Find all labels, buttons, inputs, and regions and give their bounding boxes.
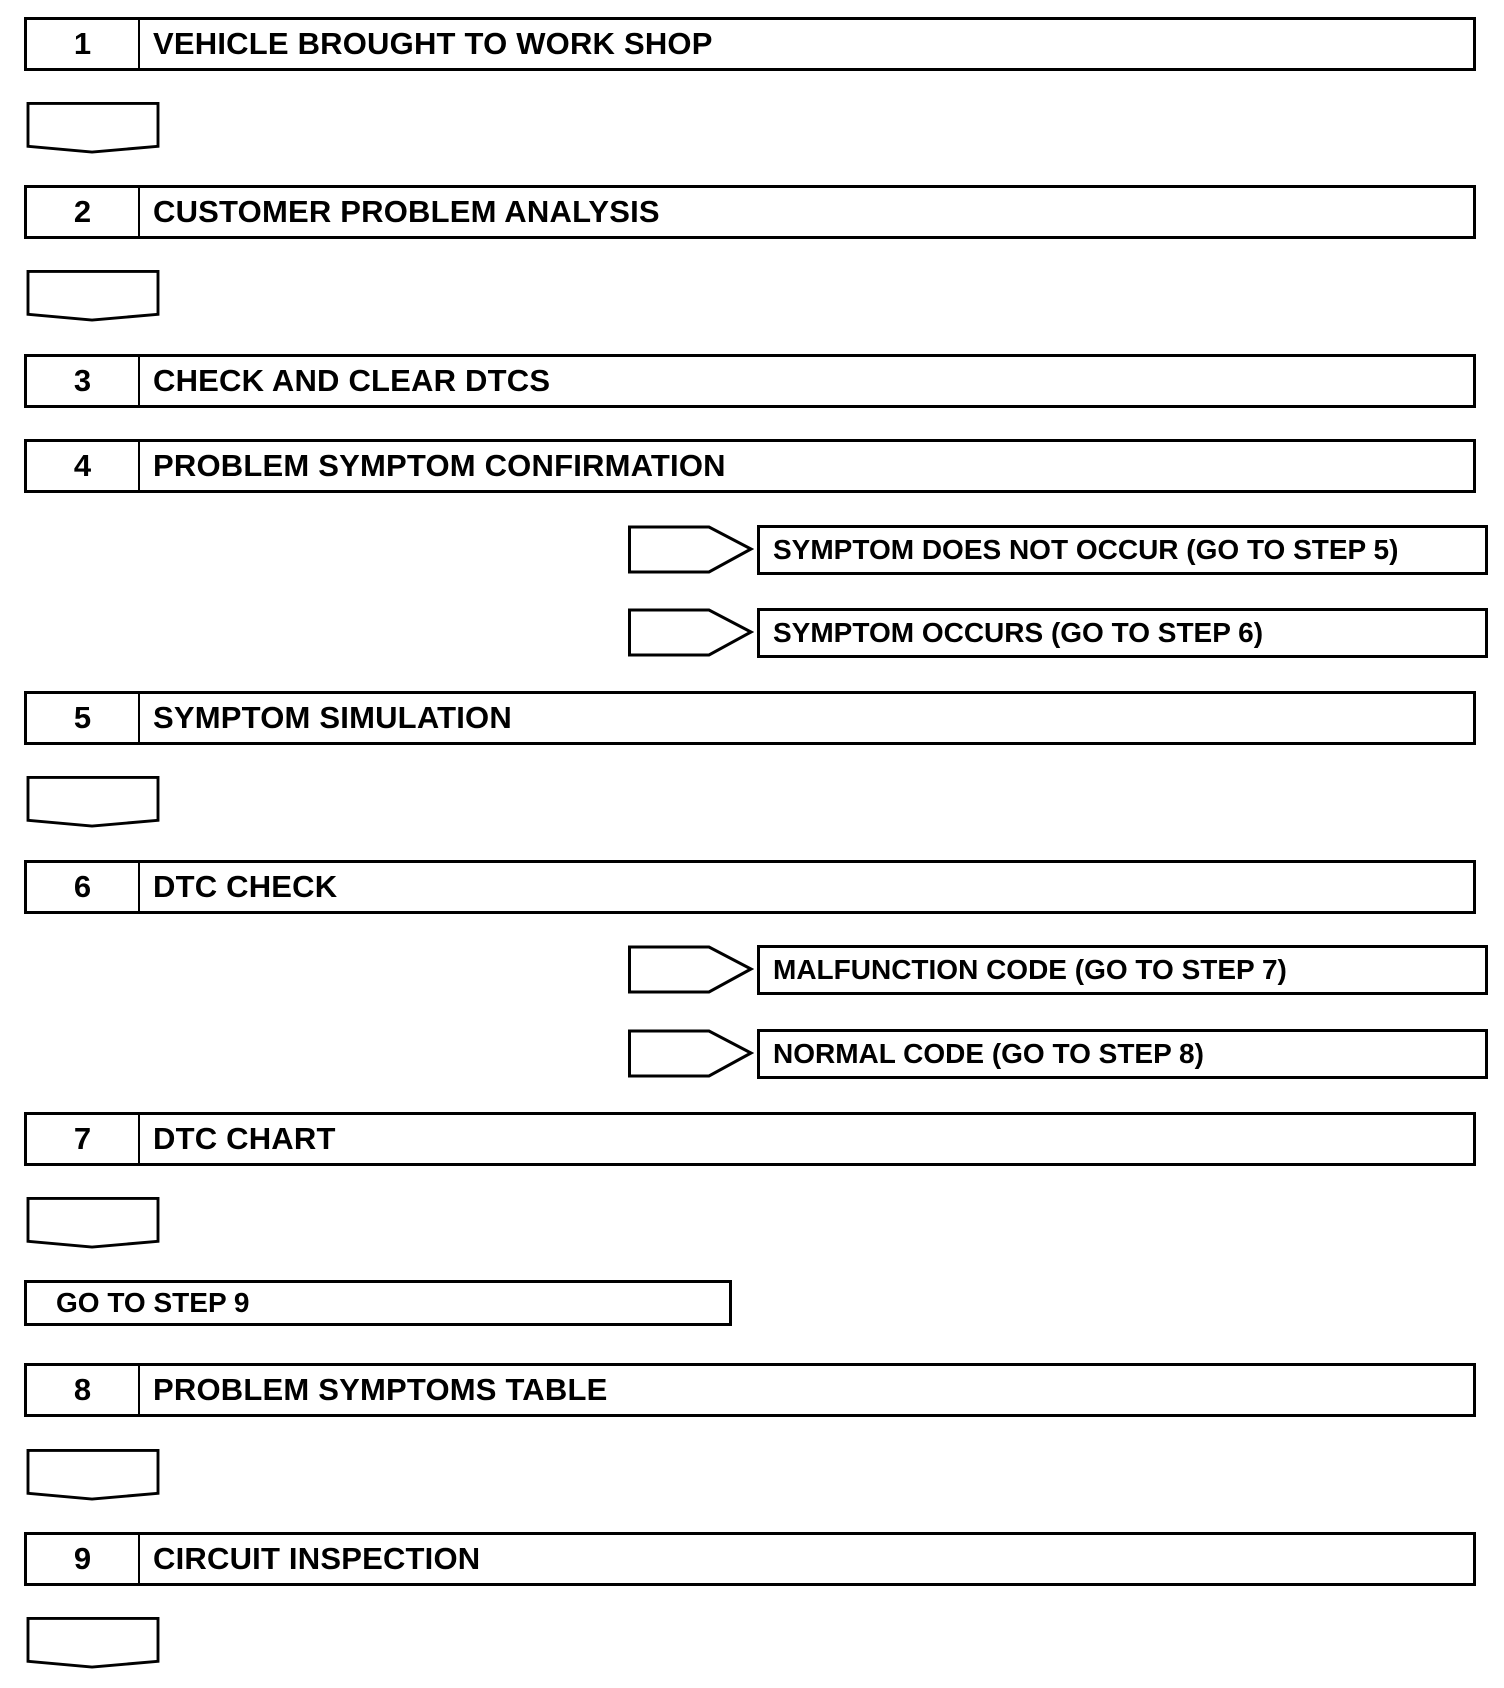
step-label: CIRCUIT INSPECTION	[153, 1541, 481, 1576]
down-arrow-icon	[24, 270, 162, 322]
branch-label: SYMPTOM OCCURS (GO TO STEP 6)	[757, 608, 1488, 658]
step-3	[24, 354, 1476, 408]
step-6	[24, 860, 1476, 914]
step-7	[24, 1112, 1476, 1166]
step-label: PROBLEM SYMPTOM CONFIRMATION	[153, 448, 726, 483]
down-arrow-icon	[24, 102, 162, 154]
step-8	[24, 1363, 1476, 1417]
step-1	[24, 17, 1476, 71]
right-arrow-icon	[628, 1029, 754, 1079]
step-2	[24, 185, 1476, 239]
branch-label: NORMAL CODE (GO TO STEP 8)	[757, 1029, 1488, 1079]
right-arrow-icon	[628, 945, 754, 995]
step-number: 5	[27, 694, 140, 742]
branch-normal-code	[628, 1029, 1474, 1079]
step-label: VEHICLE BROUGHT TO WORK SHOP	[153, 26, 713, 61]
branch-label: SYMPTOM DOES NOT OCCUR (GO TO STEP 5)	[757, 525, 1488, 575]
step-9	[24, 1532, 1476, 1586]
down-arrow-icon	[24, 1449, 162, 1501]
right-arrow-icon	[628, 608, 754, 658]
branch-symptom-not-occur	[628, 525, 1474, 575]
branch-symptom-occurs	[628, 608, 1474, 658]
down-arrow-icon	[24, 1197, 162, 1249]
step-number: 8	[27, 1366, 140, 1414]
down-arrow-icon	[24, 1617, 162, 1669]
down-arrow-icon	[24, 776, 162, 828]
step-label: DTC CHART	[153, 1121, 336, 1156]
branch-malfunction-code	[628, 945, 1474, 995]
right-arrow-icon	[628, 525, 754, 575]
step-label: CHECK AND CLEAR DTCS	[153, 363, 551, 398]
step-label: DTC CHECK	[153, 869, 338, 904]
step-number: 9	[27, 1535, 140, 1583]
step-number: 4	[27, 442, 140, 490]
go-to-step-9-box: GO TO STEP 9	[24, 1280, 732, 1326]
step-number: 3	[27, 357, 140, 405]
step-number: 1	[27, 20, 140, 68]
step-number: 2	[27, 188, 140, 236]
step-5	[24, 691, 1476, 745]
step-label: SYMPTOM SIMULATION	[153, 700, 512, 735]
step-number: 6	[27, 863, 140, 911]
step-label: PROBLEM SYMPTOMS TABLE	[153, 1372, 608, 1407]
step-4	[24, 439, 1476, 493]
step-label: CUSTOMER PROBLEM ANALYSIS	[153, 194, 660, 229]
step-number: 7	[27, 1115, 140, 1163]
branch-label: MALFUNCTION CODE (GO TO STEP 7)	[757, 945, 1488, 995]
